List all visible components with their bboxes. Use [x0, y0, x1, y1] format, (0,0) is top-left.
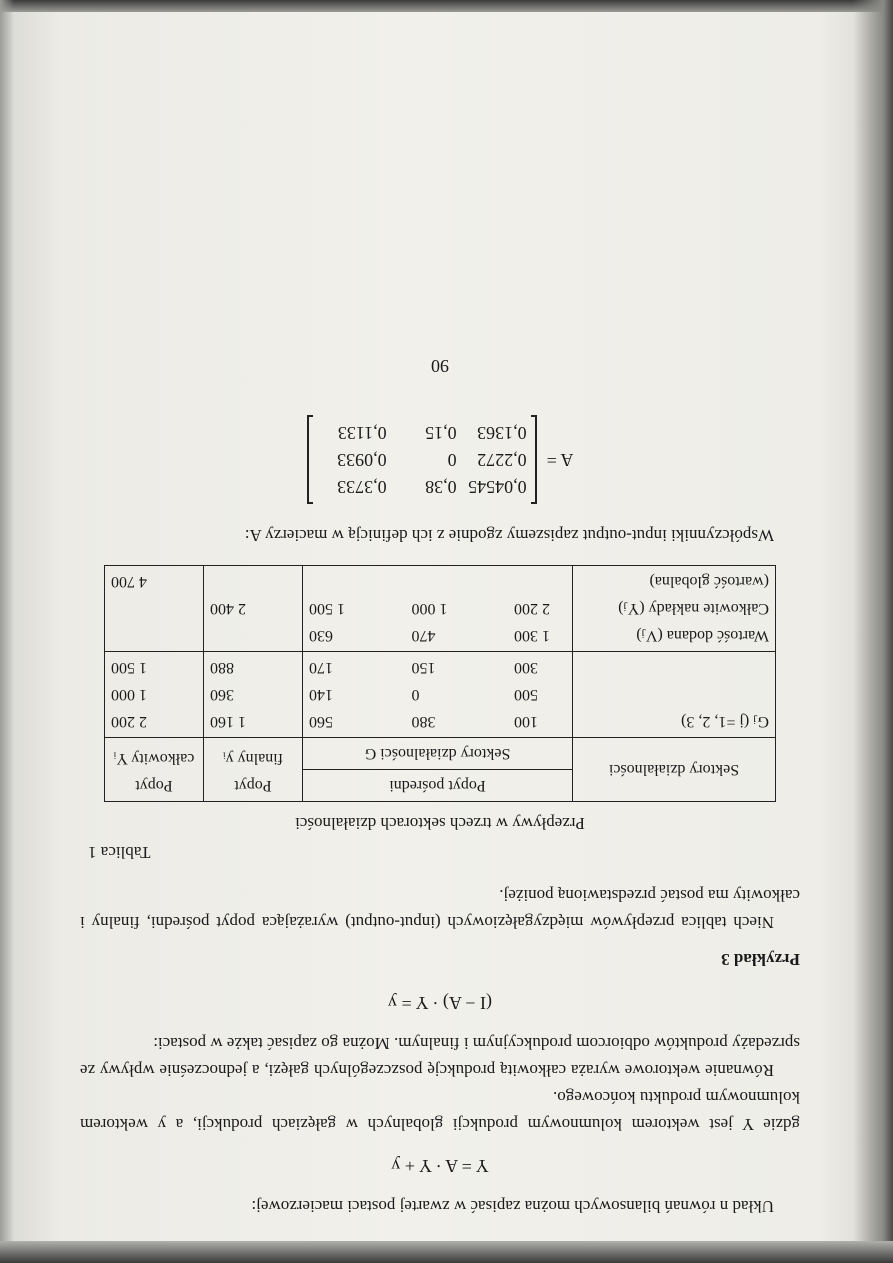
- scan-edge-bottom: [0, 1241, 893, 1263]
- cell-final-3: 880: [210, 659, 234, 676]
- rotated-page-content: [80, 40, 800, 1220]
- matrix-row: [317, 446, 527, 473]
- equation-1: Y = A · Y + y: [391, 1156, 489, 1176]
- matrix-a-name: A =: [546, 450, 574, 470]
- cell-c-3: 1 500: [309, 600, 345, 617]
- table-row: [309, 595, 566, 622]
- cell-g-2-3: 140: [309, 686, 333, 703]
- matrix-cell: 0,15: [425, 423, 457, 443]
- paragraph-4: Współczynniki input-output zapiszemy zgodnie z ich definicją w macierzy A:: [244, 526, 774, 545]
- matrix-row: [317, 473, 527, 500]
- cell-total-1: 2 200: [111, 713, 147, 730]
- matrix-row: [317, 419, 527, 446]
- cell-g-3-3: 170: [309, 659, 333, 676]
- table-row: [309, 681, 566, 708]
- page-number: 90: [431, 356, 449, 376]
- row-label-g: [573, 652, 776, 738]
- cell-g-1-2: 380: [411, 713, 436, 730]
- table-row-g: [105, 652, 776, 738]
- table-row: [309, 654, 566, 681]
- cell-c-2: 1 000: [411, 600, 448, 617]
- matrix-cell: 0,0933: [337, 450, 387, 470]
- cell-v-final-value: 2 400: [210, 600, 246, 617]
- matrix-cell: 0,1133: [337, 423, 387, 443]
- header-final: Popyt finalny yᵢ: [204, 738, 303, 802]
- cell-total-2: 1 000: [111, 686, 147, 703]
- paragraph-2: Równanie wektorowe wyraża całkowitą produkcję poszczególnych gałęzi, a jednocześnie wpływy ze sprzedaży produktów odbiorcom produkcyjnym i finalnym. Można go zapisać także w postaci:: [80, 1034, 800, 1080]
- intro-paragraph: Układ n równań bilansowych można zapisać w zwartej postaci macierzowej:: [251, 1197, 774, 1216]
- cell-final-column: [204, 652, 303, 738]
- matrix-cell: 0,04545: [468, 477, 527, 497]
- paragraph-1: gdzie Y jest wektorem kolumnowym produkcji globalnych w gałęziach produkcji, a y wektorem kolumnowym produktu końcowego.: [80, 1088, 800, 1134]
- table-label: Tablica 1: [88, 843, 151, 862]
- matrix-cell: 0: [447, 450, 457, 470]
- row-labels-vc: [573, 566, 776, 652]
- cell-final-2: 360: [210, 686, 234, 703]
- example-heading: Przykład 3: [721, 950, 800, 969]
- cell-v-1: 1 300: [514, 627, 550, 644]
- row-label-v: Wartość dodana (Vⱼ): [636, 627, 769, 644]
- table-row: [309, 622, 566, 649]
- header-sectors-g: Sektory działalności G: [303, 738, 573, 770]
- cell-g-3-1: 300: [514, 659, 538, 676]
- scan-edge-right: [853, 0, 893, 1263]
- cell-g-3-2: 150: [411, 659, 436, 676]
- cell-g-matrix: [303, 652, 573, 738]
- row-label-g-text: Gⱼ (j =1, 2, 3): [681, 713, 769, 730]
- table-caption: Przepływy w trzech sektorach działalności: [295, 814, 585, 833]
- matrix-cell: 0,2272: [477, 450, 527, 470]
- paragraph-3: Niech tablica przepływów międzygałęziowych (input-output) wyrażająca popyt pośredni, finalny i całkowity ma postać przedstawioną poniżej.: [80, 886, 800, 932]
- scan-edge-left: [0, 0, 14, 1263]
- matrix-cell: 0,1363: [477, 423, 527, 443]
- row-label-c: Całkowite nakłady (Yⱼ): [618, 600, 769, 617]
- cell-v-3: 630: [309, 627, 333, 644]
- table-row-v: [105, 566, 776, 652]
- row-label-c2: (wartość globalna): [649, 573, 769, 590]
- table-row: [309, 708, 566, 735]
- matrix-cell: 0,3733: [337, 477, 387, 497]
- cell-g-2-1: 500: [514, 686, 538, 703]
- io-table: [104, 565, 776, 802]
- matrix-cell: 0,38: [425, 477, 457, 497]
- header-intermediate: Popyt pośredni: [303, 770, 573, 802]
- cell-v-final: [204, 566, 303, 652]
- header-total: Popyt całkowity Yᵢ: [105, 738, 204, 802]
- header-sectors: Sektory działalności: [573, 738, 776, 802]
- cell-g-1-1: 100: [514, 713, 538, 730]
- cell-total-3: 1 500: [111, 659, 147, 676]
- matrix-a: [80, 415, 800, 504]
- cell-v-2: 470: [411, 627, 436, 644]
- cell-g-1-3: 560: [309, 713, 333, 730]
- cell-grand-total: [105, 566, 204, 652]
- table-header-row: [105, 770, 776, 802]
- matrix-a-body: [307, 415, 537, 504]
- cell-c-1: 2 200: [514, 600, 550, 617]
- cell-g-2-2: 0: [411, 686, 420, 703]
- cell-vc-matrix: [303, 566, 573, 652]
- equation-2: (I − A) · Y = y: [388, 993, 492, 1013]
- cell-total-column: [105, 652, 204, 738]
- cell-final-1: 1 160: [210, 713, 246, 730]
- scan-edge-top: [0, 0, 893, 12]
- cell-grand-total-value: 4 700: [111, 573, 147, 590]
